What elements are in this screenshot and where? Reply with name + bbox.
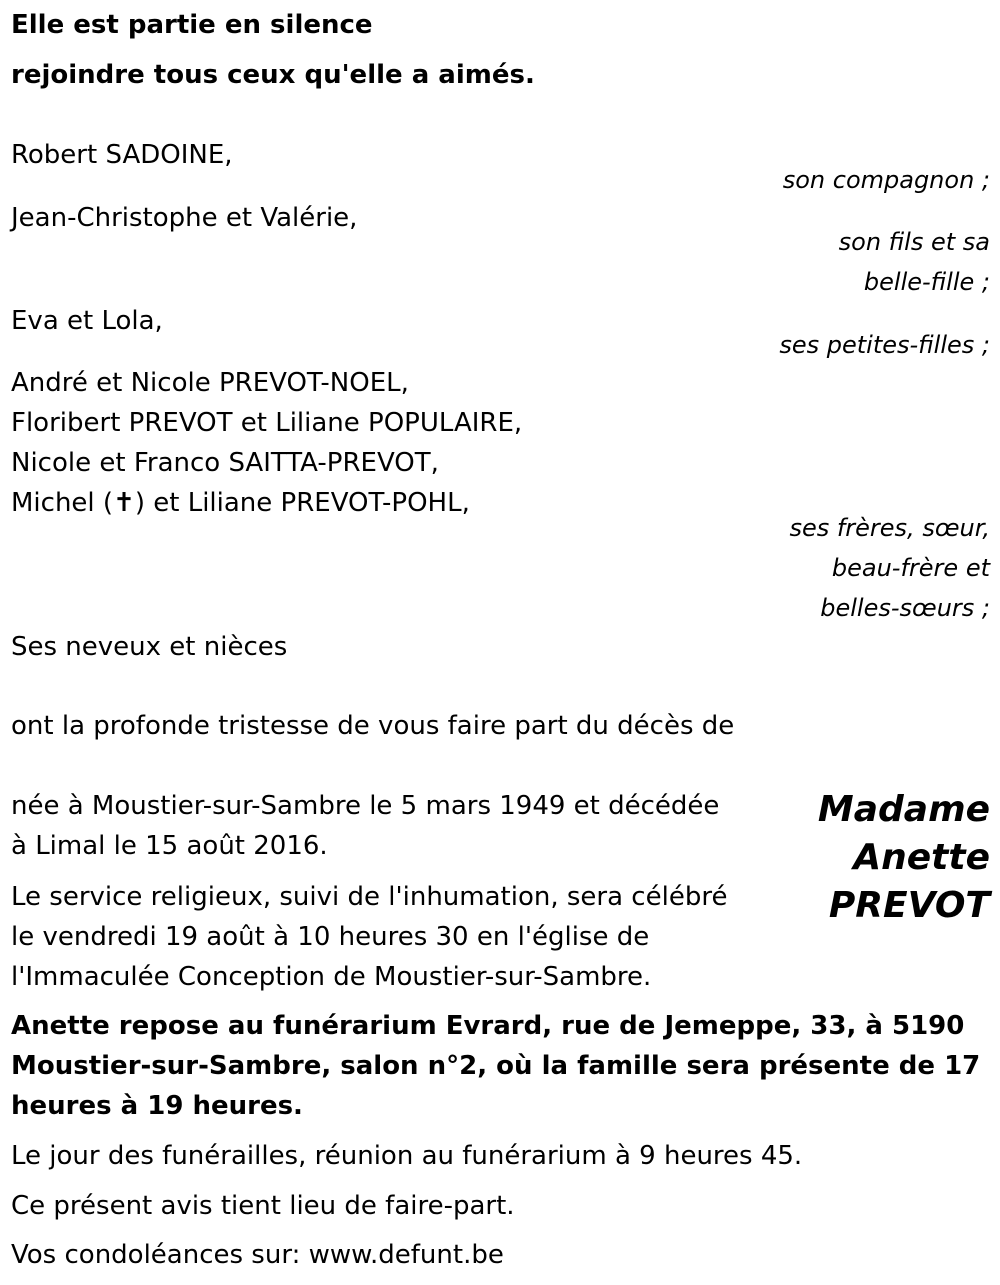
sibling-michel-prefix: Michel ( bbox=[11, 488, 114, 518]
service-line-3: l'Immaculée Conception de Moustier-sur-Sambre. bbox=[11, 962, 652, 992]
grandchildren-relation: ses petites-filles ; bbox=[779, 331, 990, 359]
deceased-title: Madame bbox=[817, 789, 990, 830]
children-relation-1: son fils et sa bbox=[838, 228, 990, 256]
condolences-line: Vos condoléances sur: www.defunt.be bbox=[11, 1240, 504, 1270]
funerarium-line-1: Anette repose au funérarium Evrard, rue de Jemeppe, 33, à 5190 bbox=[11, 1011, 965, 1041]
children-relation-2: belle-fille ; bbox=[863, 268, 990, 296]
siblings-relation-3: belles-sœurs ; bbox=[820, 594, 990, 622]
meeting-line: Le jour des funérailles, réunion au funérarium à 9 heures 45. bbox=[11, 1141, 803, 1171]
sibling-line-3: Nicole et Franco SAITTA-PREVOT, bbox=[11, 448, 439, 478]
deceased-first-name: Anette bbox=[853, 837, 990, 878]
notice-line: Ce présent avis tient lieu de faire-part. bbox=[11, 1191, 515, 1221]
service-line-1: Le service religieux, suivi de l'inhumation, sera célébré bbox=[11, 882, 728, 912]
cross-icon: ✝ bbox=[113, 488, 135, 518]
birth-death-line-2: à Limal le 15 août 2016. bbox=[11, 831, 328, 861]
funerarium-line-2: Moustier-sur-Sambre, salon n°2, où la famille sera présente de 17 bbox=[11, 1051, 981, 1081]
companion-name: Robert SADOINE, bbox=[11, 140, 233, 170]
nephews-line: Ses neveux et nièces bbox=[11, 632, 288, 662]
deceased-name bbox=[818, 786, 990, 930]
announcement-line: ont la profonde tristesse de vous faire part du décès de bbox=[11, 711, 735, 741]
birth-death-line-1: née à Moustier-sur-Sambre le 5 mars 1949 et décédée bbox=[11, 791, 720, 821]
companion-relation: son compagnon ; bbox=[782, 166, 990, 194]
service-line-2: le vendredi 19 août à 10 heures 30 en l'église de bbox=[11, 922, 650, 952]
children-names: Jean-Christophe et Valérie, bbox=[11, 203, 358, 233]
header-line-1: Elle est partie en silence bbox=[11, 10, 373, 40]
sibling-line-1: André et Nicole PREVOT-NOEL, bbox=[11, 368, 409, 398]
grandchildren-names: Eva et Lola, bbox=[11, 306, 163, 336]
header-line-2: rejoindre tous ceux qu'elle a aimés. bbox=[11, 60, 535, 90]
siblings-relation-2: beau-frère et bbox=[831, 554, 990, 582]
sibling-line-2: Floribert PREVOT et Liliane POPULAIRE, bbox=[11, 408, 523, 438]
sibling-line-4 bbox=[11, 483, 470, 523]
sibling-michel-suffix: ) et Liliane PREVOT-POHL, bbox=[134, 488, 470, 518]
funerarium-line-3: heures à 19 heures. bbox=[11, 1091, 303, 1121]
siblings-relation-1: ses frères, sœur, bbox=[789, 514, 990, 542]
deceased-last-name: PREVOT bbox=[828, 885, 990, 926]
